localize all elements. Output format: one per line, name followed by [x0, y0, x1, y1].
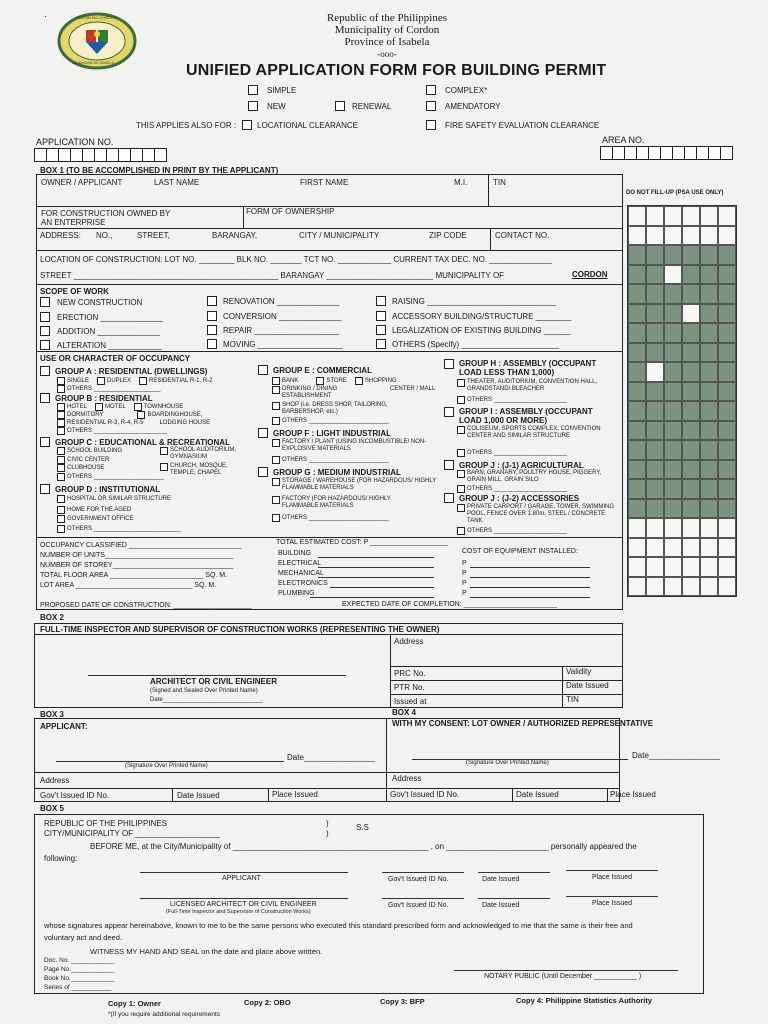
address-label: ADDRESS: — [40, 231, 81, 240]
box3-date-issued-label: Date Issued — [177, 791, 220, 800]
psa-grid — [627, 205, 737, 597]
locational-checkbox[interactable] — [242, 120, 252, 130]
hospital-label: HOSPITAL OR SIMILAR STRUCTURE — [67, 496, 172, 502]
townhouse-label: TOWNHOUSE — [143, 404, 184, 410]
equipment-p2: P — [462, 570, 467, 577]
zip-label: ZIP CODE — [429, 231, 467, 240]
total-floor-area: TOTAL FLOOR AREA ________________________ SQ. M. — [40, 572, 228, 579]
electrical-cost-label: ELECTRICAL — [278, 560, 322, 567]
header-separator: -ooo- — [377, 49, 397, 59]
dormitory-checkbox[interactable] — [57, 411, 65, 419]
legalization-label: LEGALIZATION OF EXISTING BUILDING ______ — [392, 325, 571, 335]
group-f-label: GROUP F : LIGHT INDUSTRIAL — [273, 428, 392, 438]
applicant-signatory-label: APPLICANT — [222, 875, 261, 882]
legalization-checkbox[interactable] — [376, 325, 386, 335]
group-d-others-checkbox[interactable] — [57, 525, 65, 533]
storage-checkbox[interactable] — [272, 478, 280, 486]
coliseum-label: COLISEUM, SPORTS COMPLEX, CONVENTION CENTER AND SIMILAR STRUCTURE — [467, 426, 601, 439]
group-b-label: GROUP B : RESIDENTIAL — [55, 393, 153, 403]
equipment-p1: P — [462, 560, 467, 567]
new-construction-label: NEW CONSTRUCTION — [57, 297, 143, 307]
page-title: UNIFIED APPLICATION FORM FOR BUILDING PERMIT — [186, 62, 607, 79]
shop-label: SHOP (i.e. DRESS SHOP, TAILORING, BARBERSHOP, etc.) — [282, 402, 388, 415]
tin-label: TIN — [493, 178, 506, 187]
issued-at-label: Issued at — [394, 697, 427, 706]
applies-also-label: THIS APPLIES ALSO FOR : — [136, 120, 237, 130]
dining-checkbox[interactable] — [272, 386, 280, 394]
group-b-checkbox[interactable] — [40, 393, 50, 403]
equipment-p3: P — [462, 580, 467, 587]
shopping-checkbox[interactable] — [355, 377, 363, 385]
shopping-label: SHOPPING — [364, 378, 397, 384]
group-e-label: GROUP E : COMMERCIAL — [273, 365, 372, 375]
group-j2-checkbox[interactable] — [444, 493, 454, 503]
header-municipality: Municipality of Cordon — [334, 24, 440, 36]
new-label: NEW — [267, 101, 286, 111]
motel-label: MOTEL — [105, 404, 126, 410]
government-office-label: GOVERNMENT OFFICE — [67, 516, 134, 522]
group-j1-label: GROUP J : (J-1) AGRICULTURAL — [459, 460, 584, 470]
box4-date-label: Date________________ — [632, 751, 721, 760]
scope-title: SCOPE OF WORK — [40, 287, 109, 296]
copy-4: Copy 4: Philippine Statistics Authority — [516, 996, 652, 1005]
group-g-label: GROUP G : MEDIUM INDUSTRIAL — [273, 467, 401, 477]
electronics-cost-label: ELECTRONICS — [278, 580, 328, 587]
area-no-cells[interactable] — [600, 146, 732, 160]
equipment-cost-label: COST OF EQUIPMENT INSTALLED: — [462, 548, 578, 555]
clubhouse-label: CLUBHOUSE — [67, 465, 105, 471]
contact-label: CONTACT NO. — [495, 231, 550, 240]
storage-label: STORAGE / WAREHOUSE (FOR HAZARDOUS/ HIGHLY FLAMMABLE MATERIALS — [282, 478, 437, 491]
total-cost: TOTAL ESTIMATED COST: P ____________________ — [276, 539, 448, 546]
address-street-label: STREET, — [137, 231, 170, 240]
group-h-label: GROUP H : ASSEMBLY (OCCUPANT LOAD LESS THAN 1,000) — [459, 359, 597, 377]
architect-label: ARCHITECT OR CIVIL ENGINEER — [150, 677, 277, 686]
factory-hazardous-label: FACTORY (FOR HAZARDOUS/ HIGHLY FLAMMABLE MATERIALS — [282, 496, 391, 509]
new-construction-checkbox[interactable] — [40, 297, 50, 307]
simple-label: SIMPLE — [267, 85, 297, 95]
fire-safety-label: FIRE SAFETY EVALUATION CLEARANCE — [445, 120, 600, 130]
box3-signature-label: (Signature Over Printed Name) — [125, 763, 208, 769]
fulltime-inspector-label: (Full-Time Inspector and Supervisor of Construction Works) — [166, 909, 311, 915]
group-a-others-label: OTHERS ____________________ — [67, 386, 161, 392]
single-label: SINGLE — [67, 378, 90, 384]
box5-label: BOX 5 — [40, 804, 65, 813]
group-i-others-checkbox[interactable] — [457, 449, 465, 457]
box4-signature-label: (Signature Over Printed Name) — [466, 760, 549, 766]
area-no-label: AREA NO. — [602, 135, 645, 145]
group-j1-others-label: OTHERS ______________________ — [467, 486, 568, 492]
hotel-label: HOTEL — [67, 404, 88, 410]
accessory-label: ACCESSORY BUILDING/STRUCTURE ________ — [392, 311, 572, 321]
group-h-others-checkbox[interactable] — [457, 396, 465, 404]
fire-safety-checkbox[interactable] — [426, 120, 436, 130]
renewal-checkbox[interactable] — [335, 101, 345, 111]
clubhouse-checkbox[interactable] — [57, 464, 65, 472]
construction-owned-label: FOR CONSTRUCTION OWNED BY AN ENTERPRISE — [41, 209, 171, 227]
number-of-storey: NUMBER OF STOREY_______________________________ — [40, 562, 234, 569]
box1-title: BOX 1 (TO BE ACCOMPLISHED IN PRINT BY THE APPLICANT) — [40, 166, 279, 175]
group-b-others-checkbox[interactable] — [57, 427, 65, 435]
mi-label: M.I. — [454, 178, 468, 187]
group-j2-label: GROUP J : (J-2) ACCESSORIES — [459, 493, 580, 503]
erection-checkbox[interactable] — [40, 312, 50, 322]
group-j2-others-label: OTHERS ______________________ — [467, 528, 568, 534]
single-checkbox[interactable] — [57, 377, 65, 385]
residential-r3-label: RESIDENTIAL R-3, R-4, R-5 — [67, 420, 144, 426]
occupancy-classified: OCCUPANCY CLASSIFIED _____________________________ — [40, 542, 242, 549]
box2-tin-label: TIN — [566, 695, 579, 704]
box4-address-label: Address — [392, 774, 422, 783]
street-barangay-line: STREET ______________________________________________ BARANGAY ________________________ MUNICIPALITY OF — [40, 271, 505, 280]
doc-no: Doc. No. ____________ — [44, 957, 115, 964]
factory-plant-label: FACTORY / PLANT (USING INCOMBUSTIBLE/ NON-EXPLOSIVE MATERIALS — [282, 439, 427, 452]
box2-date-label: Date______________________________ — [150, 697, 263, 703]
raising-checkbox[interactable] — [376, 296, 386, 306]
copy-3: Copy 3: BFP — [380, 997, 425, 1006]
group-e-others-checkbox[interactable] — [272, 417, 280, 425]
box3-govt-id-label: Gov't Issued ID No. — [40, 791, 110, 800]
motel-checkbox[interactable] — [95, 403, 103, 411]
home-aged-label: HOME FOR THE AGED — [67, 507, 132, 513]
mall-label: CENTER / MALL — [390, 386, 436, 392]
school-building-checkbox[interactable] — [57, 447, 65, 455]
municipality-cordon: CORDON — [572, 270, 608, 279]
applicant-label: APPLICANT: — [40, 722, 88, 731]
group-g-others-checkbox[interactable] — [272, 514, 280, 522]
series-of: Series of ___________ — [44, 984, 112, 991]
mechanical-cost-label: MECHANICAL — [278, 570, 324, 577]
home-aged-checkbox[interactable] — [57, 506, 65, 514]
group-a-label: GROUP A : RESIDENTIAL (DWELLINGS) — [55, 366, 208, 376]
group-g-checkbox[interactable] — [258, 467, 268, 477]
conversion-checkbox[interactable] — [207, 311, 217, 321]
dormitory-label: DORMITORY — [67, 412, 104, 418]
group-d-others-label: OTHERS __________________________ — [67, 526, 181, 532]
group-b-others-label: OTHERS ______________________ — [67, 428, 168, 434]
brace-1: ) — [326, 819, 329, 828]
group-c-checkbox[interactable] — [40, 437, 50, 447]
group-g-others-label: OTHERS ________________________ — [282, 515, 389, 521]
first-name-label: FIRST NAME — [300, 178, 349, 187]
group-f-checkbox[interactable] — [258, 428, 268, 438]
prc-label: PRC No. — [394, 669, 426, 678]
group-j2-others-checkbox[interactable] — [457, 527, 465, 535]
before-me-text: BEFORE ME, at the City/Municipality of ____________________________________________ , on _______________________ personally appeared the — [90, 842, 637, 851]
theater-checkbox[interactable] — [457, 379, 465, 387]
municipal-seal — [56, 12, 138, 70]
box5-date-issued-2: Date Issued — [482, 902, 520, 909]
group-c-label: GROUP C : EDUCATIONAL & RECREATIONAL — [55, 437, 230, 447]
factory-plant-checkbox[interactable] — [272, 439, 280, 447]
copy-2: Copy 2: OBO — [244, 998, 291, 1007]
group-j1-checkbox[interactable] — [444, 460, 454, 470]
corner-mark: · — [44, 11, 47, 21]
box2-date-issued-label: Date Issued — [566, 681, 609, 690]
proposed-date: PROPOSED DATE OF CONSTRUCTION: ____________________ — [40, 602, 252, 609]
following-label: following: — [44, 854, 78, 863]
box2-address-label: Address — [394, 637, 424, 646]
civic-center-label: CIVIC CENTER — [67, 457, 110, 463]
repair-label: REPAIR ___________________ — [223, 325, 339, 335]
notary-public-label: NOTARY PUBLIC (Until December ___________ ) — [484, 973, 642, 980]
group-i-label: GROUP I : ASSEMBLY (OCCUPANT LOAD 1,000 OR MORE) — [459, 407, 593, 425]
seal-top-text: BAYAN NG CORDON — [78, 15, 117, 20]
group-d-label: GROUP D : INSTITUTIONAL — [55, 484, 161, 494]
application-no-label: APPLICATION NO. — [36, 137, 114, 147]
header-republic: Republic of the Philippines — [326, 12, 448, 24]
location-of-construction: LOCATION OF CONSTRUCTION: LOT NO. ________ BLK NO. _______ TCT NO. ____________ CURRENT TAX DEC. NO. ______________ — [40, 255, 552, 264]
republic-label: REPUBLIC OF THE PHILIPPINES — [44, 819, 167, 828]
group-j1-others-checkbox[interactable] — [457, 485, 465, 493]
complex-checkbox[interactable] — [426, 85, 436, 95]
boardinghouse-label: BOARDINGHOUSE, — [147, 412, 203, 418]
group-e-checkbox[interactable] — [258, 365, 268, 375]
amendatory-checkbox[interactable] — [426, 101, 436, 111]
erection-label: ERECTION ______________ — [57, 312, 163, 322]
bank-checkbox[interactable] — [272, 377, 280, 385]
witness-text: WITNESS MY HAND AND SEAL on the date and place above written. — [90, 947, 323, 956]
alteration-checkbox[interactable] — [40, 340, 50, 350]
locational-label: LOCATIONAL CLEARANCE — [257, 120, 358, 130]
building-cost-label: BUILDING — [278, 550, 312, 557]
repair-checkbox[interactable] — [207, 325, 217, 335]
equipment-p4: P — [462, 590, 467, 597]
moving-label: MOVING ___________________ — [223, 339, 343, 349]
lodging-house-label: LODGING HOUSE — [159, 420, 211, 426]
addition-checkbox[interactable] — [40, 326, 50, 336]
school-building-label: SCHOOL BUILDING — [67, 448, 123, 454]
seal-bottom-text: LALAWIGAN NG ISABELA — [72, 61, 115, 65]
dining-label: DRINKING / DINING ESTABLISHMENT — [282, 386, 338, 399]
shop-checkbox[interactable] — [272, 402, 280, 410]
conversion-label: CONVERSION ______________ — [223, 311, 342, 321]
box4-govt-id-label: Gov't Issued ID No. — [390, 790, 460, 799]
copy-1: Copy 1: Owner — [108, 999, 161, 1008]
owner-label: OWNER / APPLICANT — [41, 178, 123, 187]
townhouse-checkbox[interactable] — [134, 403, 142, 411]
group-c-others-label: OTHERS _____________________ — [67, 474, 164, 480]
residential-r1-checkbox[interactable] — [139, 377, 147, 385]
bank-label: BANK — [282, 378, 299, 384]
address-no-label: NO., — [96, 231, 113, 240]
church-checkbox[interactable] — [160, 463, 168, 471]
application-no-cells[interactable] — [34, 148, 166, 162]
box2-title: FULL-TIME INSPECTOR AND SUPERVISOR OF CONSTRUCTION WORKS (REPRESENTING THE OWNER) — [40, 625, 440, 634]
box4-date-issued-label: Date Issued — [516, 790, 559, 799]
number-of-units: NUMBER OF UNITS_________________________________ — [40, 552, 234, 559]
occupancy-title: USE OR CHARACTER OF OCCUPANCY — [40, 354, 191, 363]
box5-place-issued-1: Place Issued — [592, 874, 633, 881]
psa-note: DO NOT FILL-UP (PSA USE ONLY) — [626, 190, 724, 196]
group-h-others-label: OTHERS ______________________ — [467, 397, 568, 403]
box3-label: BOX 3 — [40, 710, 65, 719]
ptr-label: PTR No. — [394, 683, 425, 692]
government-office-checkbox[interactable] — [57, 515, 65, 523]
box3-place-issued-label: Place Issued — [272, 790, 318, 799]
last-name-label: LAST NAME — [154, 178, 200, 187]
auditorium-checkbox[interactable] — [160, 447, 168, 455]
licensed-architect-label: LICENSED ARCHITECT OR CIVIL ENGINEER — [170, 901, 317, 908]
store-checkbox[interactable] — [316, 377, 324, 385]
group-i-others-label: OTHERS ______________________ — [467, 450, 568, 456]
page-no: Page No.____________ — [44, 966, 115, 973]
consent-label: WITH MY CONSENT: LOT OWNER / AUTHORIZED REPRESENTATIVE — [392, 719, 654, 728]
box5-place-issued-2: Place Issued — [592, 900, 633, 907]
book-no: Book No.____________ — [44, 975, 115, 982]
duplex-label: DUPLEX — [107, 378, 132, 384]
box3-address-label: Address — [40, 776, 70, 785]
header-province: Province of Isabela — [344, 36, 430, 48]
store-label: STORE — [326, 378, 347, 384]
group-c-others-checkbox[interactable] — [57, 473, 65, 481]
box4-label: BOX 4 — [392, 708, 417, 717]
box5-date-issued-1: Date Issued — [482, 876, 520, 883]
theater-label: THEATER, AUDITORIUM, CONVENTION HALL, GRANDSTAND/ BLEACHER — [467, 379, 598, 392]
brace-2: ) — [326, 829, 329, 838]
factory-hazardous-checkbox[interactable] — [272, 496, 280, 504]
expected-date: EXPECTED DATE OF COMPLETION: ________________________ — [342, 601, 558, 608]
hotel-checkbox[interactable] — [57, 403, 65, 411]
plumbing-cost-label: PLUMBING — [278, 590, 315, 597]
carport-label: PRIVATE CARPORT / GARAGE, TOWER, SWIMMING POOL, FENCE OVER 1.80m, STEEL / CONCRETE TANK — [467, 504, 615, 524]
carport-checkbox[interactable] — [457, 504, 465, 512]
alteration-label: ALTERATION ____________ — [57, 340, 162, 350]
addition-label: ADDITION ______________ — [57, 326, 160, 336]
hospital-checkbox[interactable] — [57, 495, 65, 503]
amendatory-label: AMENDATORY — [445, 101, 501, 111]
barn-checkbox[interactable] — [457, 470, 465, 478]
group-d-checkbox[interactable] — [40, 484, 50, 494]
address-city-label: CITY / MUNICIPALITY — [299, 231, 380, 240]
moving-checkbox[interactable] — [207, 339, 217, 349]
box5-govt-id-1: Gov't Issued ID No. — [388, 876, 449, 883]
whose-signatures-line1: whose signatures appear hereinabove, known to me to be the same persons who executed this standard prescribed form and acknowledged to me that the same is their free and — [44, 921, 633, 930]
box5-govt-id-2: Gov't Issued ID No. — [388, 902, 449, 909]
signed-sealed-label: (Signed and Sealed Over Printed Name) — [150, 688, 258, 694]
whose-signatures-line2: voluntary act and deed. — [44, 933, 122, 942]
auditorium-label: SCHOOL AUDITORIUM, GYMNASIUM — [170, 447, 237, 460]
duplex-checkbox[interactable] — [97, 377, 105, 385]
group-a-checkbox[interactable] — [40, 366, 50, 376]
box2-label: BOX 2 — [40, 613, 65, 622]
lot-area: LOT AREA ______________________________ SQ. M. — [40, 582, 217, 589]
form-ownership-label: FORM OF OWNERSHIP — [246, 207, 335, 216]
additional-requirements-note: *(If you require additional requirements — [108, 1011, 221, 1018]
renovation-checkbox[interactable] — [207, 296, 217, 306]
ss-label: S.S — [356, 823, 369, 832]
boardinghouse-checkbox[interactable] — [137, 411, 145, 419]
others-scope-label: OTHERS (Specify) ______________________ — [392, 339, 560, 349]
new-checkbox[interactable] — [248, 101, 258, 111]
box3-date-label: Date________________ — [287, 753, 376, 762]
simple-checkbox[interactable] — [248, 85, 258, 95]
residential-r3-checkbox[interactable] — [57, 419, 65, 427]
complex-label: COMPLEX* — [445, 85, 488, 95]
renewal-label: RENEWAL — [352, 101, 392, 111]
address-barangay-label: BARANGAY, — [212, 231, 258, 240]
validity-label: Validity — [566, 667, 592, 676]
barn-label: BARN, GRANARY, POULTRY HOUSE, PIGGERY, GRAIN MILL, GRAIN SILO — [467, 470, 602, 483]
civic-center-checkbox[interactable] — [57, 456, 65, 464]
group-f-others-label: OTHERS ________________________ — [282, 457, 389, 463]
residential-r1-label: RESIDENTIAL R-1, R-2 — [149, 378, 213, 384]
raising-label: RAISING _____________________________ — [392, 296, 557, 306]
group-h-checkbox[interactable] — [444, 359, 454, 369]
others-scope-checkbox[interactable] — [376, 339, 386, 349]
renovation-label: RENOVATION ______________ — [223, 296, 340, 306]
church-label: CHURCH, MOSQUE, TEMPLE, CHAPEL — [170, 463, 228, 476]
group-f-others-checkbox[interactable] — [272, 456, 280, 464]
group-e-others-label: OTHERS ________________________ — [282, 418, 389, 424]
coliseum-checkbox[interactable] — [457, 426, 465, 434]
accessory-checkbox[interactable] — [376, 311, 386, 321]
group-a-others-checkbox[interactable] — [57, 385, 65, 393]
city-municipality-label: CITY/MUNICIPALITY OF ___________________ — [44, 829, 220, 838]
box4-place-issued-label: Place Issued — [610, 790, 656, 799]
group-i-checkbox[interactable] — [444, 407, 454, 417]
